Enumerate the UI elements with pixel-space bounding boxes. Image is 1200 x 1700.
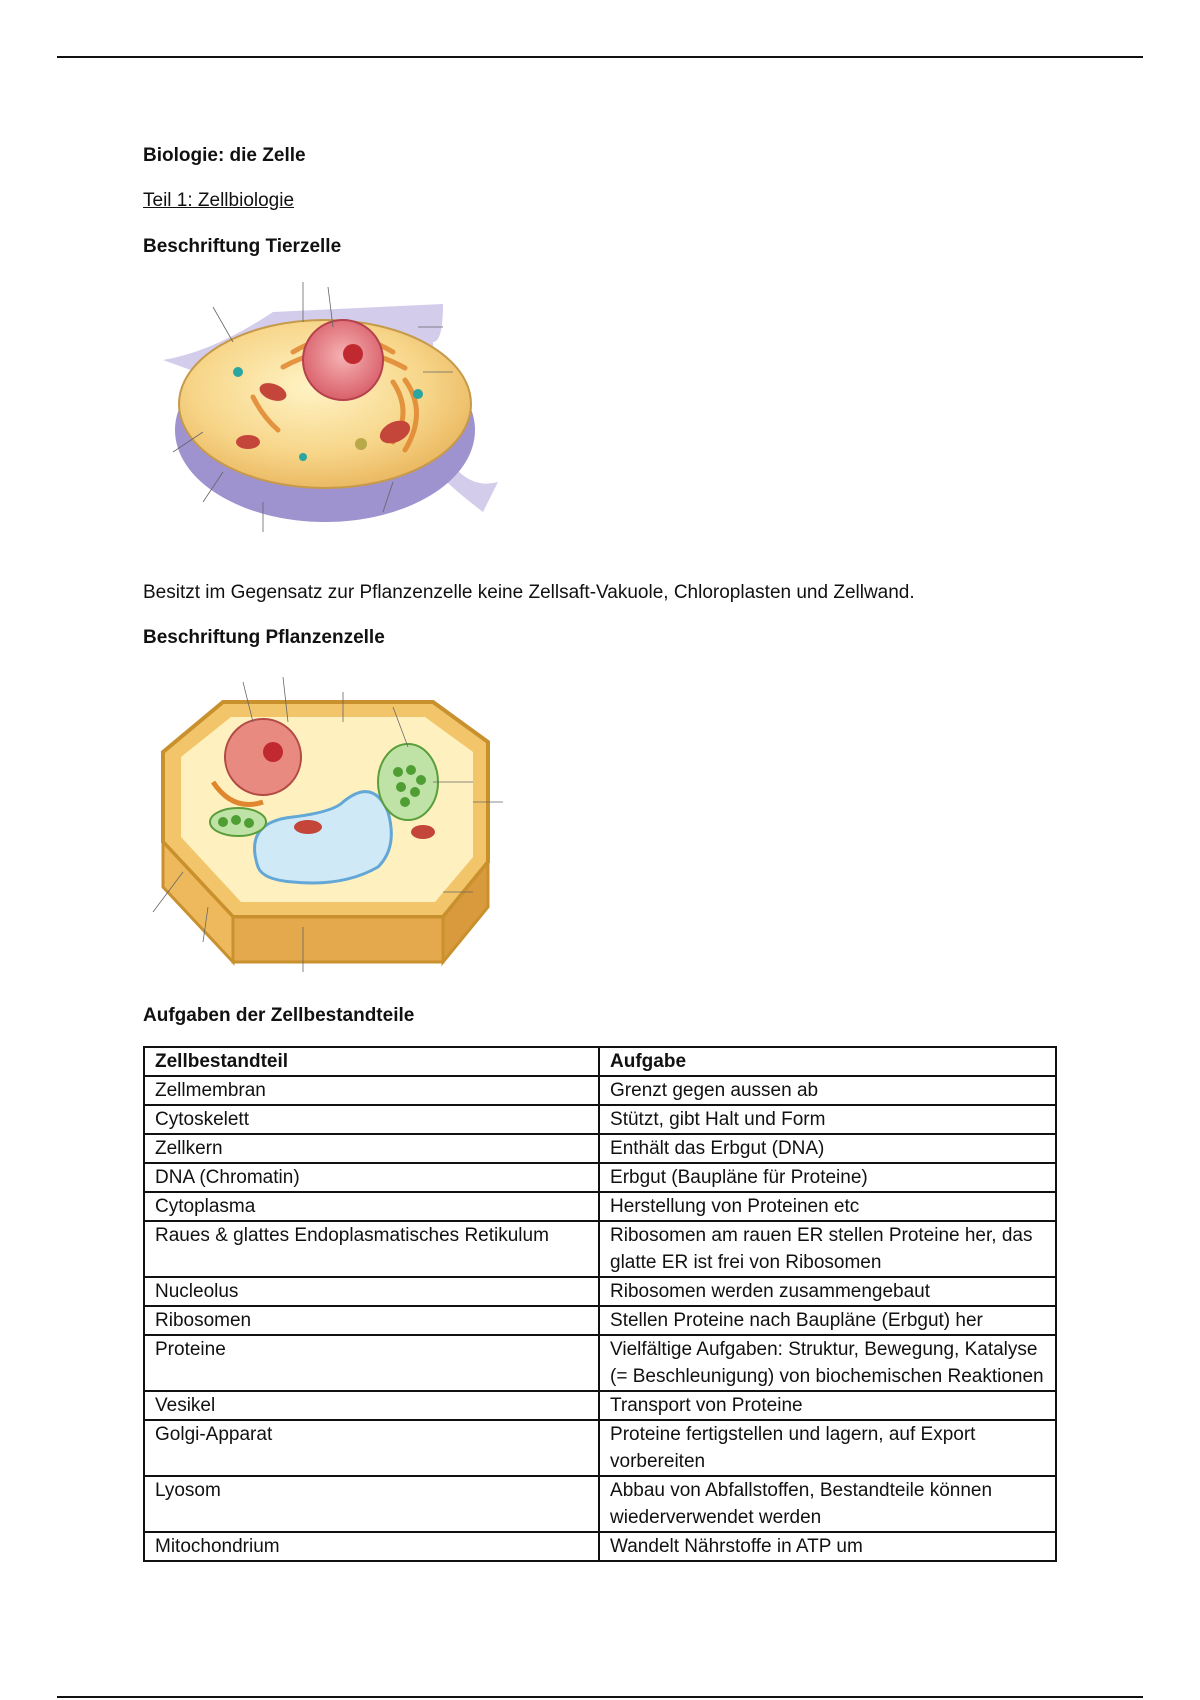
table-header-row [144, 1047, 1056, 1076]
part-cell: Ribosomen [144, 1306, 599, 1335]
table-row [144, 1532, 1056, 1561]
column-header-task: Aufgabe [599, 1047, 1056, 1076]
part-cell: Mitochondrium [144, 1532, 599, 1561]
table-row [144, 1391, 1056, 1420]
table-row [144, 1476, 1056, 1532]
plant-cell-illustration [143, 672, 531, 984]
task-cell: Enthält das Erbgut (DNA) [599, 1134, 1056, 1163]
table-row [144, 1105, 1056, 1134]
task-cell: Ribosomen am rauen ER stellen Proteine her, das glatte ER ist frei von Ribosomen [599, 1221, 1056, 1277]
task-cell: Wandelt Nährstoffe in ATP um [599, 1532, 1056, 1561]
part-cell: Raues & glattes Endoplasmatisches Retikulum [144, 1221, 599, 1277]
table-row [144, 1420, 1056, 1476]
task-cell: Abbau von Abfallstoffen, Bestandteile können wiederverwendet werden [599, 1476, 1056, 1532]
task-cell: Vielfältige Aufgaben: Struktur, Bewegung, Katalyse (= Beschleunigung) von biochemischen Reaktionen [599, 1335, 1056, 1391]
part-cell: Cytoplasma [144, 1192, 599, 1221]
animal-cell-heading: Beschriftung Tierzelle [143, 236, 342, 257]
table-row [144, 1134, 1056, 1163]
table-row [144, 1221, 1056, 1277]
part-cell: DNA (Chromatin) [144, 1163, 599, 1192]
task-cell: Stützt, gibt Halt und Form [599, 1105, 1056, 1134]
page-title: Biologie: die Zelle [143, 145, 306, 166]
part-cell: Cytoskelett [144, 1105, 599, 1134]
part-cell: Vesikel [144, 1391, 599, 1420]
animal-cell-illustration [143, 282, 519, 560]
tasks-heading: Aufgaben der Zellbestandteile [143, 1005, 415, 1026]
task-cell: Erbgut (Baupläne für Proteine) [599, 1163, 1056, 1192]
task-cell: Transport von Proteine [599, 1391, 1056, 1420]
task-cell: Herstellung von Proteinen etc [599, 1192, 1056, 1221]
part-cell: Golgi-Apparat [144, 1420, 599, 1476]
part-cell: Lyosom [144, 1476, 599, 1532]
part-cell: Proteine [144, 1335, 599, 1391]
header-rule [57, 56, 1143, 58]
footer-rule [57, 1696, 1143, 1698]
animal-cell-note: Besitzt im Gegensatz zur Pflanzenzelle keine Zellsaft-Vakuole, Chloroplasten und Zellwand. [143, 582, 915, 603]
part-cell: Zellmembran [144, 1076, 599, 1105]
table-row [144, 1163, 1056, 1192]
task-cell: Stellen Proteine nach Baupläne (Erbgut) her [599, 1306, 1056, 1335]
table-row [144, 1076, 1056, 1105]
table-row [144, 1335, 1056, 1391]
table-row [144, 1277, 1056, 1306]
table-row [144, 1306, 1056, 1335]
task-cell: Proteine fertigstellen und lagern, auf Export vorbereiten [599, 1420, 1056, 1476]
plant-cell-heading: Beschriftung Pflanzenzelle [143, 627, 385, 648]
part-cell: Zellkern [144, 1134, 599, 1163]
section-subtitle: Teil 1: Zellbiologie [143, 190, 295, 211]
task-cell: Grenzt gegen aussen ab [599, 1076, 1056, 1105]
column-header-part: Zellbestandteil [144, 1047, 599, 1076]
task-cell: Ribosomen werden zusammengebaut [599, 1277, 1056, 1306]
cell-parts-table [143, 1046, 1057, 1562]
table-row [144, 1192, 1056, 1221]
part-cell: Nucleolus [144, 1277, 599, 1306]
